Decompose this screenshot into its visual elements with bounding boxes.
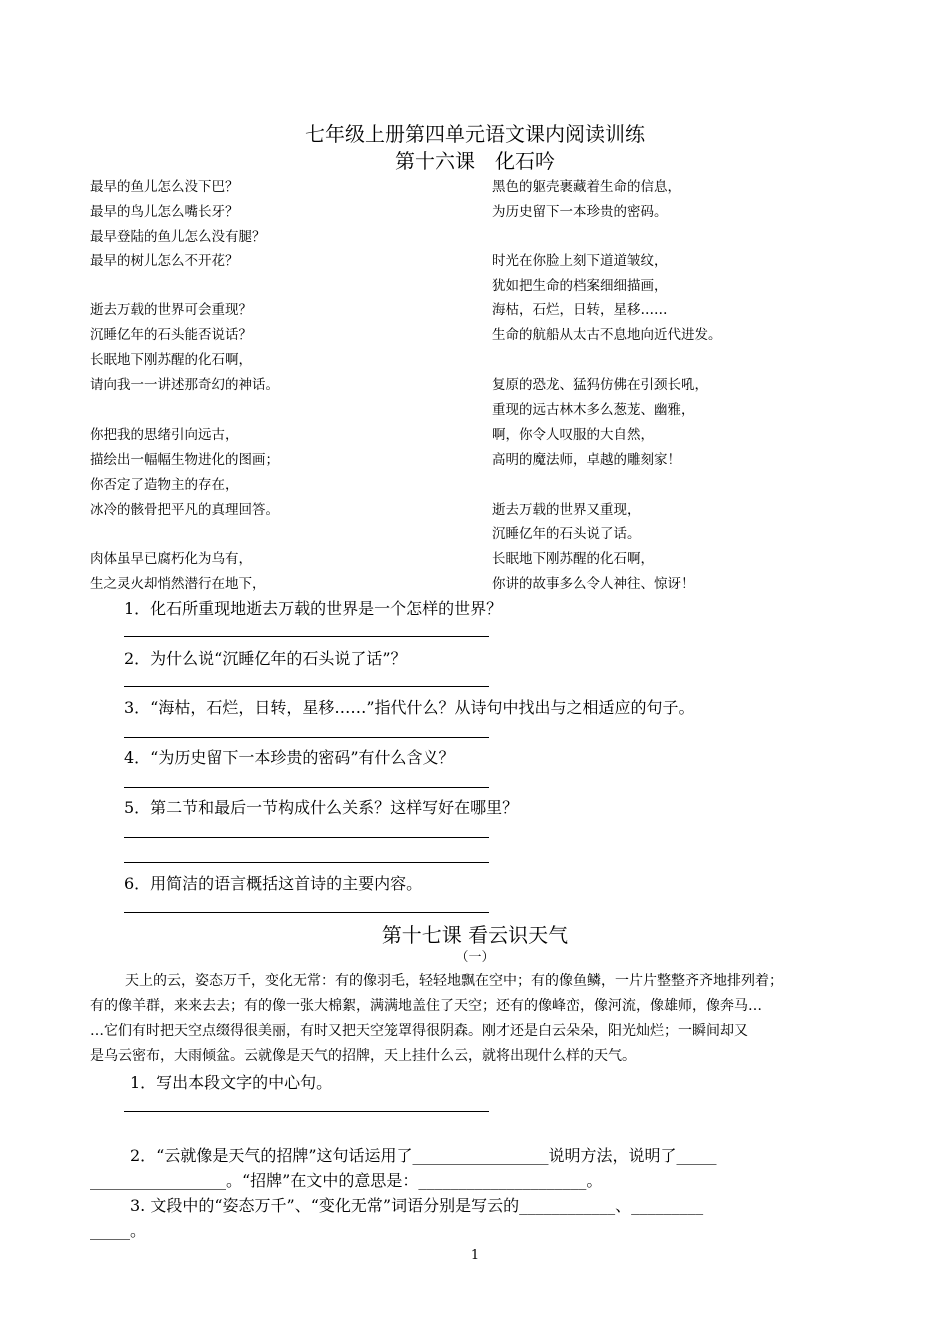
section-label: （一） [455, 950, 495, 965]
paragraph-line: …它们有时把天空点缀得很美丽，有时又把天空笼罩得很阴森。刚才还是白云朵朵，阳光灿烂；一瞬间却又 [90, 1023, 748, 1039]
answer-line[interactable] [124, 1111, 489, 1112]
poem-right-line: 你讲的故事多么令人神往、惊讶！ [492, 576, 695, 592]
poem-left-line: 最早的树儿怎么不开花？ [90, 253, 239, 269]
poem-left-line: 逝去万载的世界可会重现？ [90, 302, 252, 318]
answer-line[interactable] [124, 686, 489, 687]
answer-line[interactable] [124, 737, 489, 738]
poem-left-line: 长眠地下刚苏醒的化石啊， [90, 352, 252, 368]
poem-right-line: 为历史留下一本珍贵的密码。 [492, 204, 668, 220]
poem-right-line: 犹如把生命的档案细细描画， [492, 278, 668, 294]
l17-question-2: 2．“云就像是天气的招牌”这句话运用了_________________说明方法，说明了_____ [130, 1146, 717, 1165]
answer-line[interactable] [124, 636, 489, 637]
poem-left-line: 描绘出一幅幅生物进化的图画； [90, 452, 279, 468]
question-6: 6．用简洁的语言概括这首诗的主要内容。 [124, 874, 423, 893]
poem-right-line: 时光在你脸上刻下道道皱纹， [492, 253, 668, 269]
poem-left-line: 你把我的思绪引向远古， [90, 427, 239, 443]
l17-question-3-cont: _____。 [90, 1221, 147, 1240]
poem-right-line: 沉睡亿年的石头说了话。 [492, 526, 641, 542]
poem-left-line: 你否定了造物主的存在， [90, 477, 239, 493]
lesson16-title: 第十六课 化石吟 [395, 149, 555, 173]
page-number: 1 [470, 1248, 480, 1263]
poem-left-line: 生之灵火却悄然潜行在地下， [90, 576, 266, 592]
poem-left-line: 最早的鱼儿怎么没下巴？ [90, 179, 239, 195]
question-3: 3．“海枯，石烂，日转，星移……”指代什么？从诗句中找出与之相适应的句子。 [124, 698, 695, 717]
lesson17-title: 第十七课 看云识天气 [381, 923, 569, 947]
poem-left-line: 请向我一一讲述那奇幻的神话。 [90, 377, 279, 393]
poem-right-line: 高明的魔法师，卓越的雕刻家！ [492, 452, 681, 468]
answer-line[interactable] [124, 837, 489, 838]
answer-line[interactable] [124, 862, 489, 863]
poem-left-line: 沉睡亿年的石头能否说话？ [90, 327, 252, 343]
poem-right-line: 黑色的躯壳裹藏着生命的信息， [492, 179, 681, 195]
question-5: 5．第二节和最后一节构成什么关系？这样写好在哪里？ [124, 798, 519, 817]
paragraph-line: 是乌云密布，大雨倾盆。云就像是天气的招牌，天上挂什么云，就将出现什么样的天气。 [90, 1048, 636, 1064]
answer-line[interactable] [124, 912, 489, 913]
poem-left-line: 最早的鸟儿怎么嘴长牙？ [90, 204, 239, 220]
poem-right-line: 长眠地下刚苏醒的化石啊， [492, 551, 654, 567]
question-1: 1．化石所重现地逝去万载的世界是一个怎样的世界？ [124, 599, 503, 618]
poem-right-line: 啊，你令人叹服的大自然， [492, 427, 654, 443]
poem-right-line: 复原的恐龙、猛犸仿佛在引颈长吼， [492, 377, 708, 393]
poem-right-line: 生命的航船从太古不息地向近代进发。 [492, 327, 722, 343]
poem-left-line: 最早登陆的鱼儿怎么没有腿？ [90, 229, 266, 245]
paragraph-line: 有的像羊群，来来去去；有的像一张大棉絮，满满地盖住了天空；还有的像峰峦，像河流，像雄师，像奔马… [90, 998, 762, 1014]
poem-right-line: 重现的远古林木多么葱茏、幽雅， [492, 402, 695, 418]
poem-left-line: 肉体虽早已腐朽化为乌有， [90, 551, 252, 567]
poem-left-line: 冰冷的骸骨把平凡的真理回答。 [90, 502, 279, 518]
l17-question-3: 3. 文段中的“姿态万千”、“变化无常”词语分别是写云的____________、_________ [130, 1196, 704, 1215]
question-2: 2．为什么说“沉睡亿年的石头说了话”？ [124, 649, 407, 668]
poem-right-line: 逝去万载的世界又重现， [492, 502, 641, 518]
poem-right-line: 海枯，石烂，日转，星移…… [492, 302, 668, 318]
paragraph-line: 天上的云，姿态万千，变化无常：有的像羽毛，轻轻地飘在空中；有的像鱼鳞，一片片整整齐齐地排列着； [125, 973, 783, 989]
answer-line[interactable] [124, 787, 489, 788]
question-4: 4．“为历史留下一本珍贵的密码”有什么含义？ [124, 748, 455, 767]
l17-question-1: 1．写出本段文字的中心句。 [130, 1073, 333, 1092]
document-title: 七年级上册第四单元语文课内阅读训练 [305, 122, 645, 146]
l17-question-2-cont: _________________。“招牌”在文中的意思是：_____________________。 [90, 1171, 603, 1190]
